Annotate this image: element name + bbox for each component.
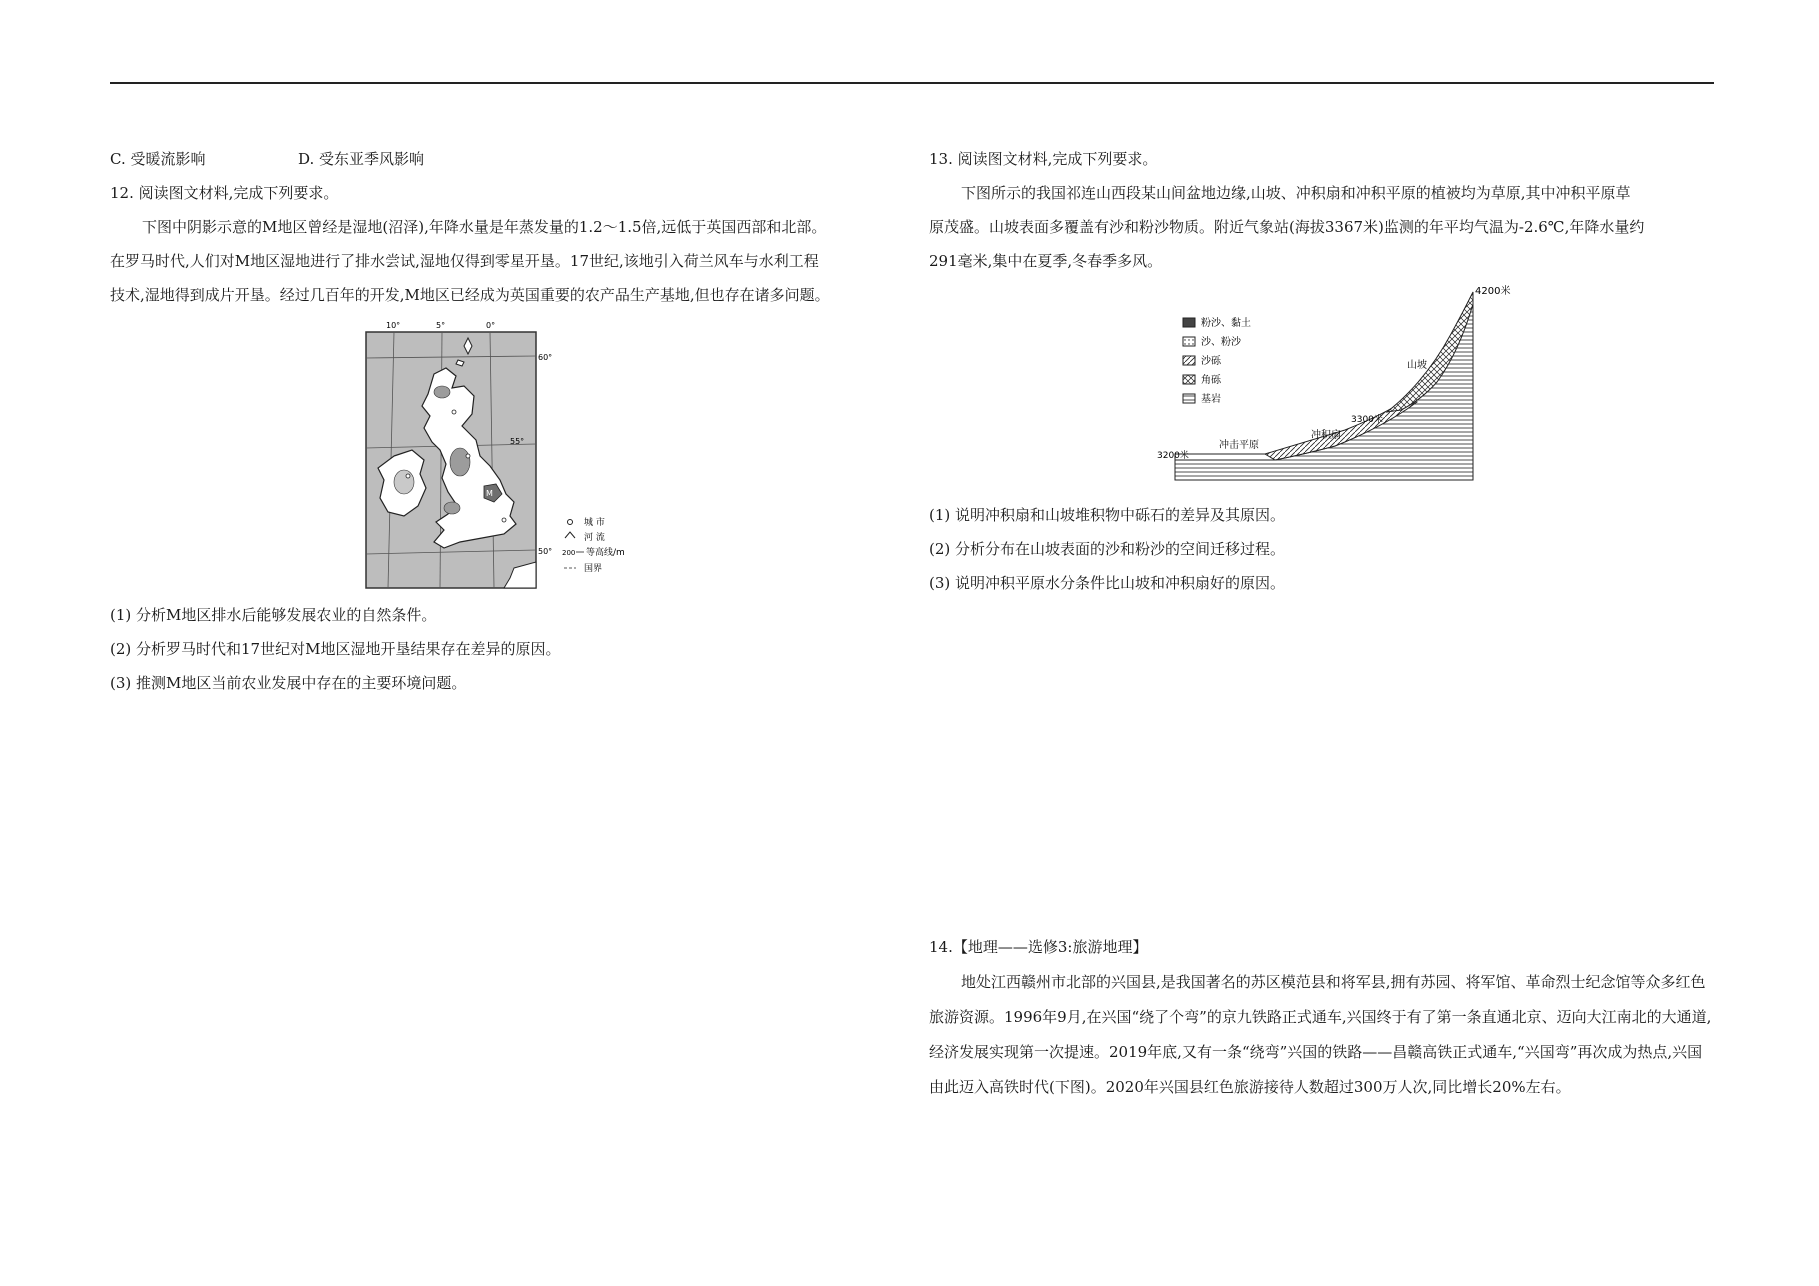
q12-question-2: (2) 分析罗马时代和17世纪对M地区湿地开垦结果存在差异的原因。 bbox=[110, 640, 561, 658]
legend-bedrock: 基岩 bbox=[1201, 394, 1221, 405]
q12-para-line-1: 下图中阴影示意的M地区曾经是湿地(沼泽),年降水量是年蒸发量的1.2～1.5倍,远低于英国西部和北部。 bbox=[142, 218, 827, 236]
britain-map-figure bbox=[364, 316, 910, 592]
slope-legend bbox=[1183, 316, 1251, 405]
map-legend bbox=[562, 516, 625, 574]
option-c: C. 受暖流影响 bbox=[110, 150, 206, 168]
britain-map bbox=[364, 316, 664, 592]
lon-label-5: 5° bbox=[436, 321, 446, 330]
q13-question-3: (3) 说明冲积平原水分条件比山坡和冲积扇好的原因。 bbox=[929, 574, 1286, 592]
plain-sediment bbox=[1175, 454, 1277, 460]
legend-city: 城 市 bbox=[584, 518, 605, 528]
lat-label-50: 50° bbox=[538, 547, 553, 556]
slope-profile bbox=[1155, 282, 1535, 492]
legend-sand-silt: 沙、粉沙 bbox=[1201, 337, 1241, 348]
legend-border: 国界 bbox=[584, 564, 603, 574]
q12-question-3: (3) 推测M地区当前农业发展中存在的主要环境问题。 bbox=[110, 674, 467, 692]
q12-para-line-3: 技术,湿地得到成片开垦。经过几百年的开发,M地区已经成为英国重要的农产品生产基地,但也存在诸多问题。 bbox=[110, 286, 830, 304]
legend-contour: 等高线/m bbox=[586, 548, 625, 558]
label-4200: 4200米 bbox=[1475, 286, 1511, 297]
option-d: D. 受东亚季风影响 bbox=[298, 150, 425, 168]
q14-block bbox=[929, 930, 1715, 1105]
lon-label-0: 0° bbox=[486, 321, 496, 330]
header-rule bbox=[110, 82, 1714, 84]
lat-label-60: 60° bbox=[538, 353, 553, 362]
right-column bbox=[929, 142, 1715, 600]
left-column bbox=[110, 142, 910, 700]
legend-sand-gravel: 沙砾 bbox=[1201, 356, 1221, 367]
label-3300: 3300米 bbox=[1351, 415, 1383, 425]
legend-city-symbol bbox=[568, 520, 573, 525]
legend-breccia: 角砾 bbox=[1201, 375, 1221, 386]
q12-para-line-2: 在罗马时代,人们对M地区湿地进行了排水尝试,湿地仅得到零星开垦。17世纪,该地引入荷兰风车与水利工程 bbox=[110, 252, 819, 270]
q13-title: 13. 阅读图文材料,完成下列要求。 bbox=[929, 150, 1158, 168]
lon-label-10: 10° bbox=[386, 321, 401, 330]
q12-question-1: (1) 分析M地区排水后能够发展农业的自然条件。 bbox=[110, 606, 437, 624]
label-slope: 山坡 bbox=[1407, 360, 1427, 371]
label-plain: 冲击平原 bbox=[1219, 440, 1259, 451]
options-cd bbox=[110, 142, 910, 176]
legend-river: 河 流 bbox=[584, 533, 605, 543]
slope-profile-figure bbox=[1155, 282, 1715, 492]
legend-silt-clay: 粉沙、黏土 bbox=[1201, 318, 1251, 329]
q13-para-line-3: 291毫米,集中在夏季,冬春季多风。 bbox=[929, 252, 1163, 270]
q14-title: 14.【地理——选修3:旅游地理】 bbox=[929, 938, 1148, 956]
q13-para-line-1: 下图所示的我国祁连山西段某山间盆地边缘,山坡、冲积扇和冲积平原的植被均为草原,其中冲积平原草 bbox=[961, 184, 1631, 202]
legend-contour-value: 200 bbox=[562, 549, 576, 557]
q12-title: 12. 阅读图文材料,完成下列要求。 bbox=[110, 184, 339, 202]
legend-river-symbol bbox=[565, 532, 575, 538]
q13-question-1: (1) 说明冲积扇和山坡堆积物中砾石的差异及其原因。 bbox=[929, 506, 1286, 524]
q13-para-line-2: 原茂盛。山坡表面多覆盖有沙和粉沙物质。附近气象站(海拔3367米)监测的年平均气温为-2.6℃,年降水量约 bbox=[929, 218, 1645, 236]
label-fan: 冲积扇 bbox=[1311, 430, 1341, 441]
label-3200: 3200米 bbox=[1157, 451, 1189, 461]
m-region-label: M bbox=[486, 489, 493, 498]
q14-paragraph: 地处江西赣州市北部的兴国县,是我国著名的苏区模范县和将军县,拥有苏园、将军馆、革命烈士纪念馆等众多红色旅游资源。1996年9月,在兴国“绕了个弯”的京九铁路正式通车,兴国终于有了第一条直通北京、迈向大江南北的大通道,经济发展实现第一次提速。2019年底,又有一条“绕弯”兴国的铁路——昌赣高铁正式通车,“兴国弯”再次成为热点,兴国由此迈入高铁时代(下图)。2020年兴国县红色旅游接待人数超过300万人次,同比增长20%左右。 bbox=[929, 973, 1712, 1096]
lat-label-55: 55° bbox=[510, 437, 525, 446]
q13-question-2: (2) 分析分布在山坡表面的沙和粉沙的空间迁移过程。 bbox=[929, 540, 1286, 558]
